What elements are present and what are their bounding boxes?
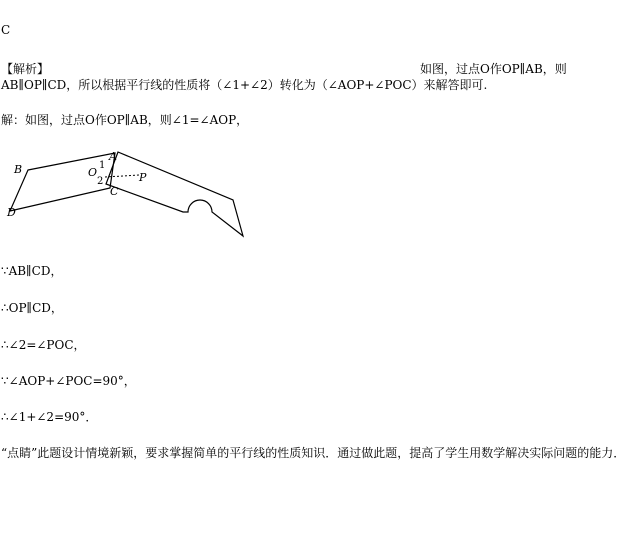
label-c: C: [110, 185, 119, 198]
line-op: [105, 175, 140, 177]
label-a: A: [109, 150, 117, 163]
label-o: O: [88, 166, 98, 179]
step-2: ∴OP∥CD，: [1, 301, 63, 315]
right-strip: [106, 152, 243, 236]
step-4: ∵∠AOP+∠POC=90°，: [1, 374, 136, 388]
label-b: B: [14, 163, 23, 176]
solution-intro: 解：如图，过点O作OP∥AB，则∠1=∠AOP，: [1, 113, 249, 127]
label-d: D: [7, 206, 16, 219]
label-p: P: [139, 171, 147, 184]
comment: “点睛”此题设计情境新颖，要求掌握简单的平行线的性质知识．通过做此题，提高了学生用数学解决实际问题的能力．: [1, 446, 626, 460]
label-angle-2: 2: [97, 176, 104, 187]
answer: C: [1, 23, 11, 37]
step-1: ∵AB∥CD，: [1, 264, 63, 278]
analysis-heading: 【解析】: [1, 62, 50, 76]
geometry-figure: [0, 148, 260, 243]
analysis-hint-line1: 如图，过点O作OP∥AB，则: [420, 62, 567, 76]
step-3: ∴∠2=∠POC，: [1, 338, 86, 352]
label-angle-1: 1: [99, 160, 106, 171]
analysis-hint-line2: AB∥OP∥CD，所以根据平行线的性质将（∠1+∠2）转化为（∠AOP+∠POC）来解答即可.: [1, 78, 488, 92]
step-5: ∴∠1+∠2=90°．: [1, 410, 98, 424]
